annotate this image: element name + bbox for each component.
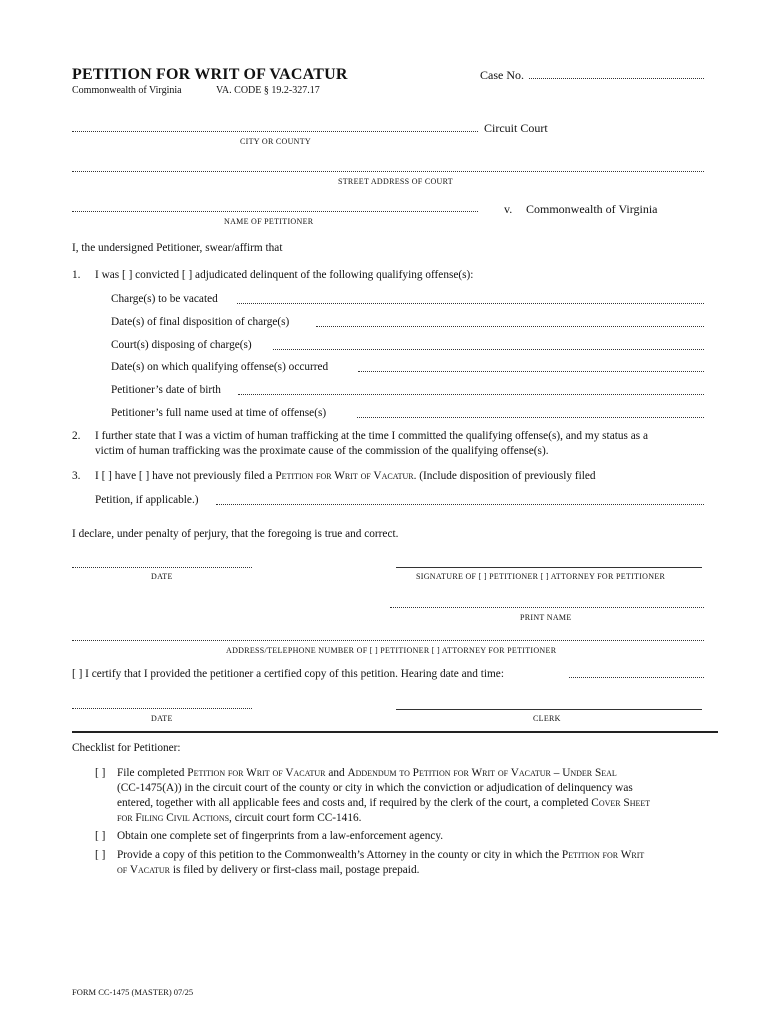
form-title: PETITION FOR WRIT OF VACATUR bbox=[72, 66, 348, 83]
item-3-text-c: . (Include disposition of previously filed bbox=[413, 470, 596, 482]
checklist-item-3-line-1 bbox=[117, 849, 644, 861]
offense-date-field[interactable] bbox=[358, 371, 704, 372]
address-field[interactable] bbox=[72, 640, 704, 641]
checklist-item-1-cover-sheet: Cover Sheet bbox=[591, 797, 651, 809]
checklist-item-1-line-4 bbox=[117, 812, 361, 824]
city-or-county-caption: CITY OR COUNTY bbox=[240, 137, 312, 146]
declaration: I declare, under penalty of perjury, that the foregoing is true and correct. bbox=[72, 528, 399, 540]
item-1-text: I was [ ] convicted [ ] adjudicated delinquent of the following qualifying offense(s): bbox=[95, 269, 474, 281]
street-address-caption: STREET ADDRESS OF COURT bbox=[338, 177, 453, 186]
offense-date-label: Date(s) on which qualifying offense(s) occurred bbox=[111, 361, 329, 373]
name-of-petitioner-caption: NAME OF PETITIONER bbox=[224, 217, 314, 226]
circuit-court-label: Circuit Court bbox=[484, 121, 548, 135]
signature-date-caption: DATE bbox=[151, 572, 173, 581]
signature-line[interactable] bbox=[396, 567, 702, 568]
checklist-item-1-line-1 bbox=[117, 767, 617, 779]
checklist-item-1-text-a: File completed bbox=[117, 767, 188, 779]
clerk-date-caption: DATE bbox=[151, 714, 173, 723]
item-1-number: 1. bbox=[72, 269, 81, 281]
respondent-label: Commonwealth of Virginia bbox=[526, 202, 658, 216]
checklist-item-1-text-e: entered, together with all applicable fees and costs and, if required by the clerk of the court, a completed bbox=[117, 797, 592, 809]
address-caption: ADDRESS/TELEPHONE NUMBER OF [ ] PETITIONER [ ] ATTORNEY FOR PETITIONER bbox=[226, 646, 557, 655]
print-name-field[interactable] bbox=[390, 607, 704, 608]
street-address-field[interactable] bbox=[72, 171, 704, 172]
case-no-label: Case No. bbox=[480, 68, 524, 82]
checklist-item-1-line-3 bbox=[117, 797, 650, 809]
birth-date-label: Petitioner’s date of birth bbox=[111, 384, 221, 396]
checklist-item-3-text-b: is filed by delivery or first-class mail, postage prepaid. bbox=[170, 864, 420, 876]
item-3-line-1 bbox=[95, 470, 596, 482]
item-3-line-2: Petition, if applicable.) bbox=[95, 494, 199, 506]
disposition-date-label: Date(s) of final disposition of charge(s) bbox=[111, 316, 290, 328]
certify-statement: [ ] I certify that I provided the petitioner a certified copy of this petition. Hearing date and time: bbox=[72, 668, 504, 680]
city-or-county-field[interactable] bbox=[72, 131, 478, 132]
checklist-item-3-text-a: Provide a copy of this petition to the Commonwealth’s Attorney in the county or city in which the bbox=[117, 849, 562, 861]
checklist-item-1-addendum-name: Addendum to Petition for Writ of Vacatur – Under Seal bbox=[347, 767, 617, 779]
petitioner-name-field[interactable] bbox=[72, 211, 478, 212]
item-3-form-name: Petition for Writ of Vacatur bbox=[275, 470, 414, 482]
checklist-item-1-civil-actions: for Filing Civil Actions bbox=[117, 812, 230, 824]
checklist-item-3-petition-name: Petition for Writ bbox=[561, 849, 645, 861]
checklist-box-3[interactable]: [ ] bbox=[95, 849, 106, 861]
item-2-line-2: victim of human trafficking was the proximate cause of the commission of the qualifying offense(s). bbox=[95, 445, 549, 457]
signature-caption: SIGNATURE OF [ ] PETITIONER [ ] ATTORNEY FOR PETITIONER bbox=[416, 572, 666, 581]
checklist-item-3-vacatur: of Vacatur bbox=[117, 864, 171, 876]
full-name-field[interactable] bbox=[357, 417, 704, 418]
statute-code: VA. CODE § 19.2-327.17 bbox=[216, 85, 320, 96]
section-divider bbox=[72, 731, 718, 733]
clerk-date-field[interactable] bbox=[72, 708, 252, 709]
case-no-field[interactable] bbox=[529, 78, 704, 79]
signature-date-field[interactable] bbox=[72, 567, 252, 568]
checklist-item-1-petition-name: Petition for Writ of Vacatur bbox=[187, 767, 326, 779]
item-2-number: 2. bbox=[72, 430, 81, 442]
clerk-caption: CLERK bbox=[533, 714, 561, 723]
versus-label: v. bbox=[504, 202, 513, 216]
hearing-date-field[interactable] bbox=[569, 677, 704, 678]
clerk-signature-line[interactable] bbox=[396, 709, 702, 710]
previous-petition-field[interactable] bbox=[216, 504, 704, 505]
checklist-item-3-line-2 bbox=[117, 864, 419, 876]
charges-label: Charge(s) to be vacated bbox=[111, 293, 218, 305]
disposing-court-label: Court(s) disposing of charge(s) bbox=[111, 339, 252, 351]
disposition-date-field[interactable] bbox=[316, 326, 704, 327]
intro-statement: I, the undersigned Petitioner, swear/affirm that bbox=[72, 242, 283, 254]
item-2-line-1: I further state that I was a victim of human trafficking at the time I committed the qualifying offense(s), and my status as a bbox=[95, 430, 648, 442]
item-3-text-a: I [ ] have [ ] have not previously filed a bbox=[95, 470, 276, 482]
checklist-item-1-line-2: (CC-1475(A)) in the circuit court of the county or city in which the conviction or adjudication of delinquency was bbox=[117, 782, 633, 794]
checklist-item-1-text-c: and bbox=[325, 767, 348, 779]
checklist-heading: Checklist for Petitioner: bbox=[72, 742, 181, 754]
checklist-box-2[interactable]: [ ] bbox=[95, 830, 106, 842]
jurisdiction: Commonwealth of Virginia bbox=[72, 85, 182, 96]
birth-date-field[interactable] bbox=[238, 394, 704, 395]
checklist-item-2-text: Obtain one complete set of fingerprints from a law-enforcement agency. bbox=[117, 830, 444, 842]
item-3-number: 3. bbox=[72, 470, 81, 482]
checklist-box-1[interactable]: [ ] bbox=[95, 767, 106, 779]
form-number-footer: FORM CC-1475 (MASTER) 07/25 bbox=[72, 987, 194, 997]
full-name-label: Petitioner’s full name used at time of offense(s) bbox=[111, 407, 327, 419]
charges-field[interactable] bbox=[237, 303, 704, 304]
print-name-caption: PRINT NAME bbox=[520, 613, 572, 622]
checklist-item-1-text-f: , circuit court form CC-1416. bbox=[229, 812, 362, 824]
disposing-court-field[interactable] bbox=[273, 349, 704, 350]
